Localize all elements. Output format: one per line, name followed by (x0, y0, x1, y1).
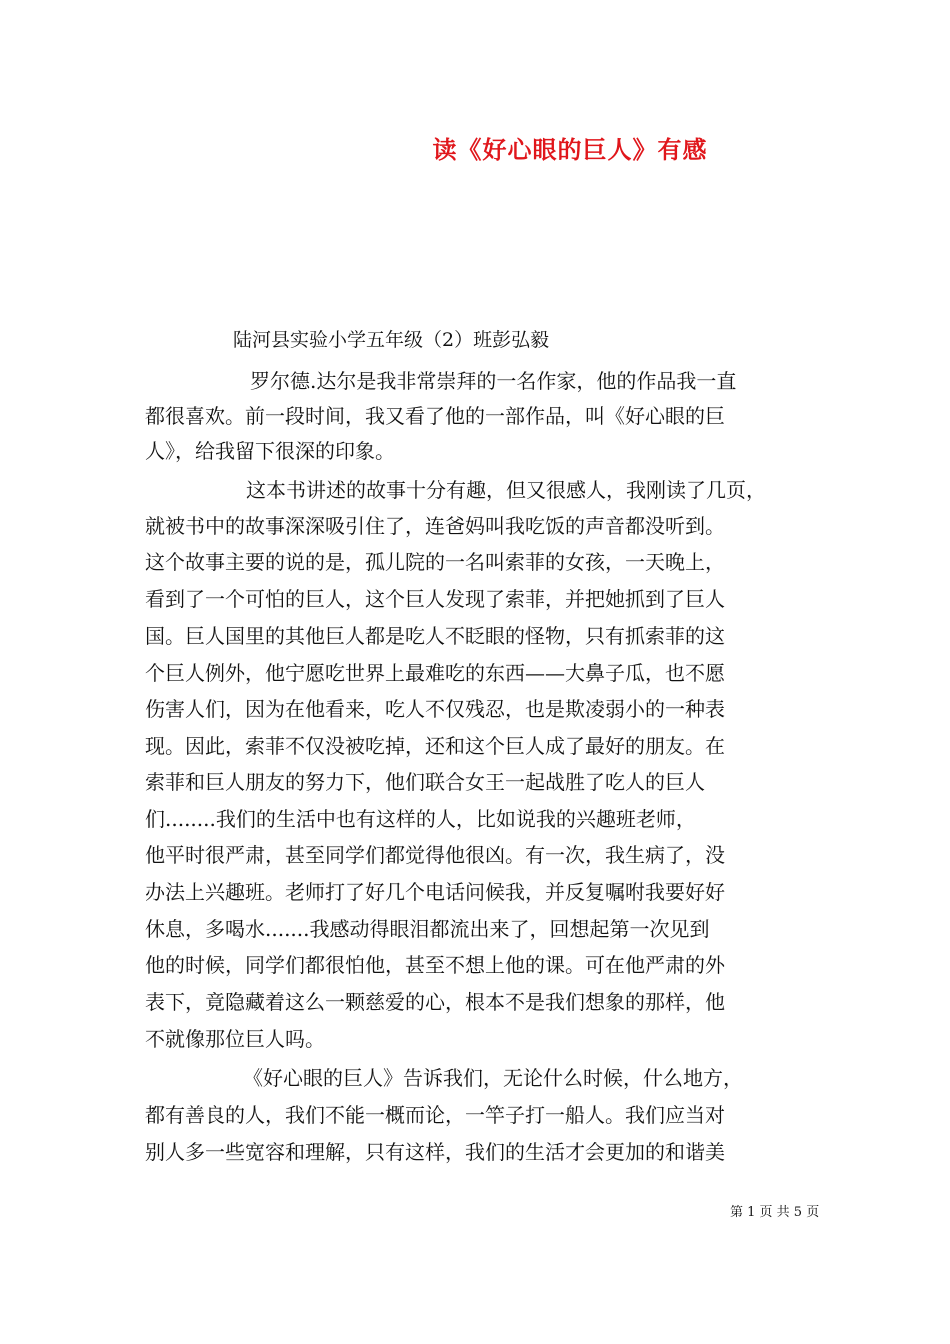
paragraph-line: 这本书讲述的故事十分有趣，但又很感人，我刚读了几页， (246, 478, 766, 502)
paragraph-line: 伤害人们，因为在他看来，吃人不仅残忍，也是欺凌弱小的一种表 (145, 697, 725, 721)
paragraph-line: 不就像那位巨人吗。 (145, 1027, 325, 1051)
paragraph-line: 个巨人例外，他宁愿吃世界上最难吃的东西——大鼻子瓜，也不愿 (145, 661, 725, 685)
paragraph-line: 都有善良的人，我们不能一概而论，一竿子打一船人。我们应当对 (145, 1103, 725, 1127)
document-title: 读《好心眼的巨人》有感 (432, 135, 708, 164)
paragraph-line: 国。巨人国里的其他巨人都是吃人不眨眼的怪物，只有抓索菲的这 (145, 624, 725, 648)
paragraph-line: 索菲和巨人朋友的努力下，他们联合女王一起战胜了吃人的巨人 (145, 770, 705, 794)
paragraph-line: 这个故事主要的说的是，孤儿院的一名叫索菲的女孩，一天晚上， (145, 550, 725, 574)
paragraph-line: 休息，多喝水.......我感动得眼泪都流出来了，回想起第一次见到 (145, 917, 710, 941)
paragraph-line: 表下，竟隐藏着这么一颗慈爱的心，根本不是我们想象的那样，他 (145, 990, 725, 1014)
paragraph-line: 现。因此，索菲不仅没被吃掉，还和这个巨人成了最好的朋友。在 (145, 734, 725, 758)
paragraph-line: 《好心眼的巨人》告诉我们，无论什么时候，什么地方， (243, 1066, 743, 1090)
paragraph-line: 们........我们的生活中也有这样的人，比如说我的兴趣班老师， (145, 807, 696, 831)
page-footer: 第 1 页 共 5 页 (730, 1205, 820, 1220)
author-line: 陆河县实验小学五年级（2）班彭弘毅 (233, 329, 550, 351)
paragraph-line: 他平时很严肃，甚至同学们都觉得他很凶。有一次，我生病了，没 (145, 843, 725, 867)
paragraph-line: 别人多一些宽容和理解，只有这样，我们的生活才会更加的和谐美 (145, 1140, 725, 1164)
paragraph-line: 都很喜欢。前一段时间，我又看了他的一部作品，叫《好心眼的巨 (145, 404, 725, 428)
paragraph-line: 他的时候，同学们都很怕他，甚至不想上他的课。可在他严肃的外 (145, 953, 725, 977)
paragraph-line: 办法上兴趣班。老师打了好几个电话问候我，并反复嘱咐我要好好 (145, 880, 725, 904)
paragraph-line: 看到了一个可怕的巨人，这个巨人发现了索菲，并把她抓到了巨人 (145, 587, 725, 611)
paragraph-line: 人》，给我留下很深的印象。 (145, 439, 395, 463)
paragraph-line: 就被书中的故事深深吸引住了，连爸妈叫我吃饭的声音都没听到。 (145, 514, 725, 538)
paragraph-line: 罗尔德.达尔是我非常崇拜的一名作家，他的作品我一直 (250, 369, 737, 393)
